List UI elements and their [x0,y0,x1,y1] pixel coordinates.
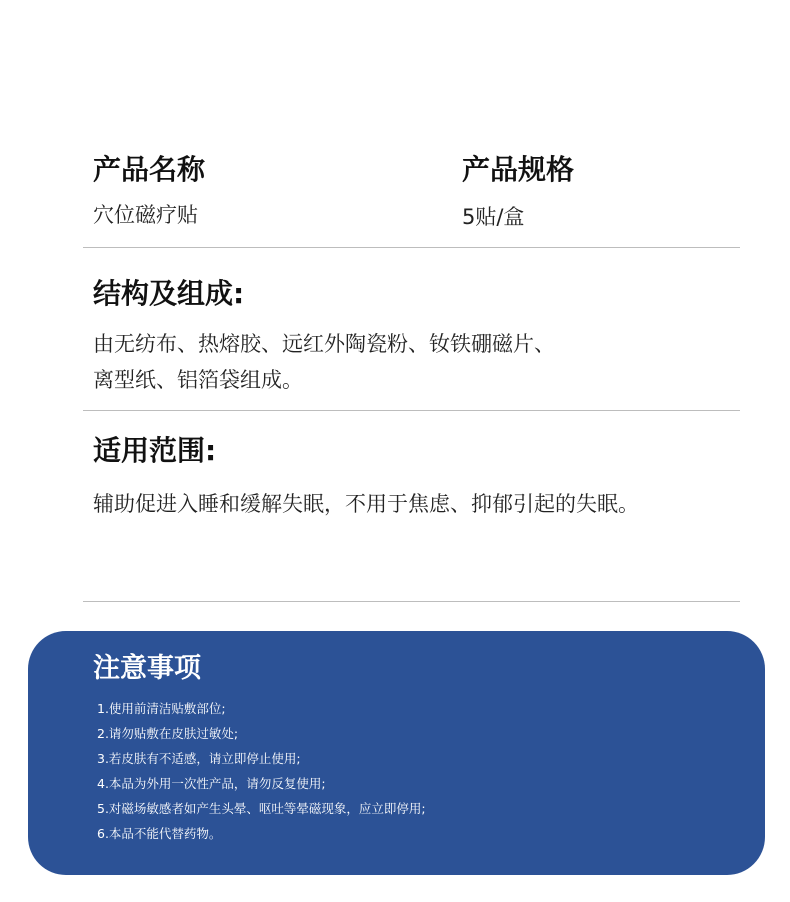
notice-item: 6.本品不能代替药物。 [97,826,222,841]
notice-card [28,631,765,875]
structure-line-2: 离型纸、铝箔袋组成。 [93,368,303,392]
structure-line-1: 由无纺布、热熔胶、远红外陶瓷粉、钕铁硼磁片、 [93,332,555,356]
notice-title: 注意事项 [93,653,201,684]
scope-title: 适用范围: [93,434,217,467]
notice-item: 3.若皮肤有不适感，请立即停止使用; [97,751,301,766]
product-name-label: 产品名称 [93,153,206,186]
scope-text: 辅助促进入睡和缓解失眠，不用于焦虑、抑郁引起的失眠。 [93,492,639,516]
notice-list [97,696,426,846]
notice-item: 1.使用前清洁贴敷部位; [97,701,226,716]
notice-item: 4.本品为外用一次性产品，请勿反复使用; [97,776,326,791]
product-spec-label: 产品规格 [462,153,575,186]
notice-item: 5.对磁场敏感者如产生头晕、呕吐等晕磁现象，应立即停用; [97,801,426,816]
product-spec-value: 5贴/盒 [462,205,525,229]
divider-2 [83,410,740,411]
structure-title: 结构及组成: [93,277,245,310]
divider-1 [83,247,740,248]
divider-3 [83,601,740,602]
notice-item: 2.请勿贴敷在皮肤过敏处; [97,726,239,741]
product-name-value: 穴位磁疗贴 [93,203,198,227]
